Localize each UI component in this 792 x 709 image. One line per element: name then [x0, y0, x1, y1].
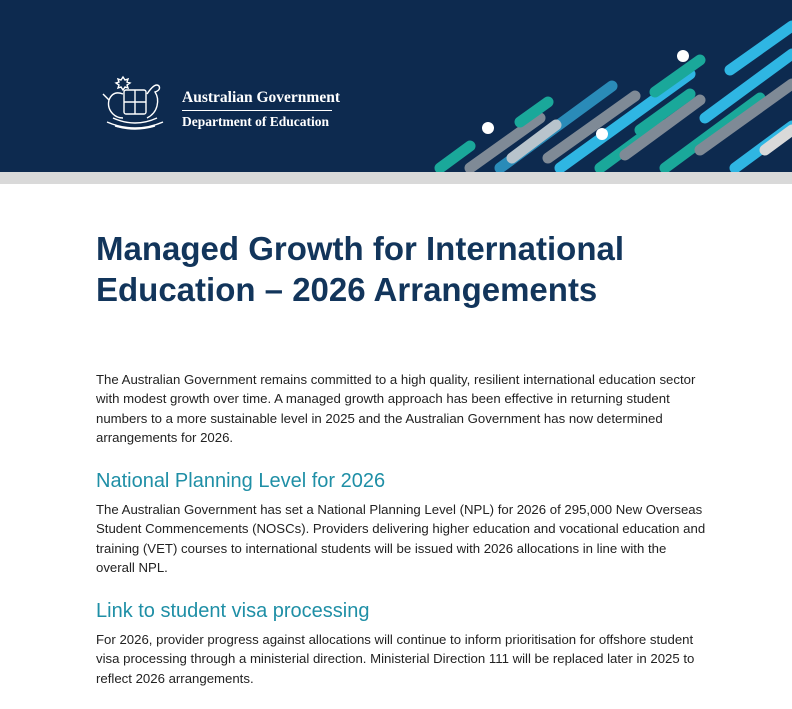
header-banner — [0, 0, 792, 172]
section-body-npl: The Australian Government has set a National Planning Level (NPL) for 2026 of 295,000 New Overseas Student Commencements (NOSCs). Providers delivering higher education and vocational education and training (VET) courses to international students will be issued with 2026 allocations in line with the overall NPL. — [96, 502, 706, 575]
document-title: Managed Growth for International Education – 2026 Arrangements — [96, 230, 625, 308]
section-body-visa: For 2026, provider progress against allocations will continue to inform prioritisation for offshore student visa processing through a ministerial direction. Ministerial Direction 111 will be replaced later in 2025 to reflect 2026 arrangements. — [96, 632, 695, 686]
section-heading-visa: Link to student visa processing — [96, 600, 370, 622]
department-name: Department of Education — [182, 114, 329, 129]
intro-paragraph: The Australian Government remains committed to a high quality, resilient international education sector with modest growth over time. A managed growth approach has been effective in returning student numbers to a more sustainable level in 2025 and the Australian Government has now determined arrangements for 2026. — [96, 372, 696, 445]
decorative-stripes — [420, 0, 792, 172]
header-divider — [182, 110, 332, 111]
banner-rule — [0, 172, 792, 184]
coat-of-arms-icon — [95, 72, 175, 134]
section-heading-npl: National Planning Level for 2026 — [96, 470, 386, 492]
government-name: Australian Government — [182, 89, 341, 106]
